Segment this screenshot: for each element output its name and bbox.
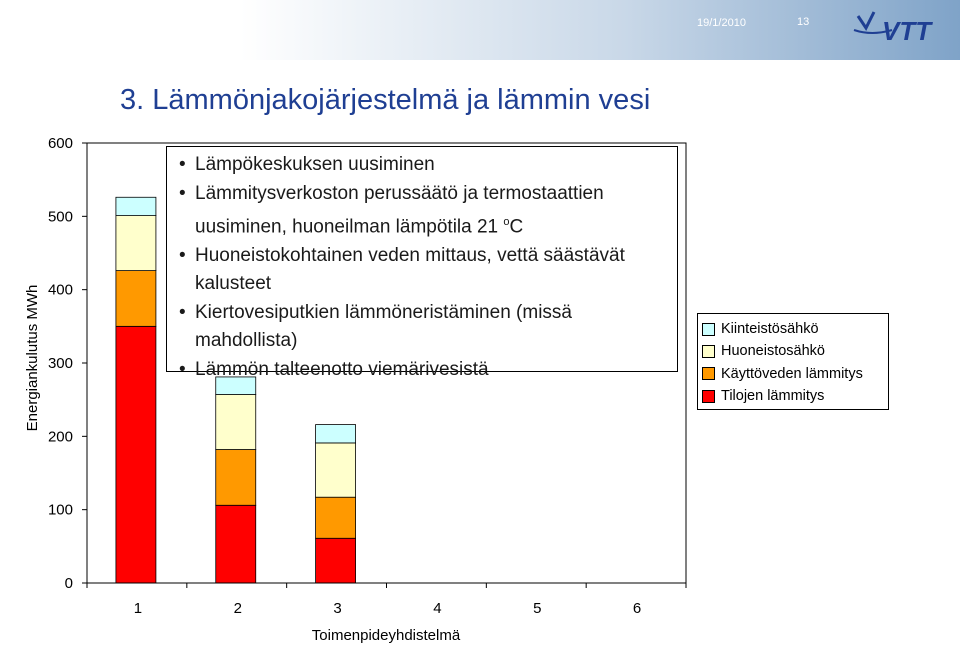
y-tick-label: 0 (64, 575, 73, 592)
bar-segment (216, 450, 256, 506)
bar-segment (216, 395, 256, 450)
x-tick-label: 5 (533, 600, 542, 617)
legend-item (702, 385, 888, 407)
x-tick-label: 2 (233, 600, 242, 617)
y-tick-label: 200 (47, 428, 73, 446)
bar-segment (116, 197, 156, 215)
y-tick-label: 300 (47, 355, 73, 372)
y-tick-label: 100 (47, 501, 73, 519)
bar-segment (316, 425, 356, 443)
measure-item: • Huoneistokohtainen veden mittaus, vettä säästävät kalusteet (175, 242, 669, 299)
bar-segment (316, 497, 356, 538)
x-tick-label: 6 (632, 600, 642, 617)
bar-segment (116, 326, 156, 583)
x-axis-label: Toimenpideyhdistelmä (311, 627, 461, 644)
y-tick-label: 400 (47, 281, 73, 299)
logo-text: VTT (882, 16, 932, 46)
measure-item: • Lämmitysverkoston perussäätö ja termostaattien uusiminen, huoneilman lämpötila 21 $^o$C (175, 180, 669, 242)
legend-swatch (702, 345, 715, 358)
chart-legend (697, 313, 889, 410)
legend-item (702, 363, 888, 385)
degree-sup: o (503, 216, 510, 228)
legend-swatch (702, 367, 715, 380)
x-tick-label: 3 (333, 600, 342, 617)
y-tick-label: 500 (47, 208, 73, 226)
legend-item (702, 318, 888, 340)
measure-item: • Kiertovesiputkien lämmöneristäminen (missä mahdollista) (175, 299, 669, 356)
bar-segment (116, 216, 156, 271)
legend-label: Kiinteistösähkö (721, 321, 819, 338)
y-tick-label: 600 (47, 135, 73, 152)
legend-swatch (702, 323, 715, 336)
legend-label: Käyttöveden lämmitys (721, 365, 863, 382)
x-tick-label: 1 (133, 600, 143, 617)
y-axis-label: Energiankulutus MWh (24, 284, 41, 432)
legend-label: Tilojen lämmitys (721, 388, 825, 405)
header-date: 19/1/2010 (697, 17, 746, 29)
legend-swatch (702, 390, 715, 403)
page-number: 13 (797, 16, 810, 28)
measure-item: • Lämmön talteenotto viemärivesistä (175, 356, 669, 385)
bar-segment (216, 505, 256, 583)
bar-segment (116, 271, 156, 327)
measures-textbox (166, 146, 678, 380)
temp-unit: C (509, 216, 524, 238)
bar-segment (316, 443, 356, 497)
legend-item (702, 340, 888, 362)
legend-label: Huoneistosähkö (721, 343, 825, 360)
bar-segment (316, 538, 356, 583)
x-tick-label: 4 (433, 600, 442, 617)
measure-item: • Lämpökeskuksen uusiminen (175, 151, 669, 180)
slide-title: 3. Lämmönjakojärjestelmä ja lämmin vesi (120, 84, 651, 116)
